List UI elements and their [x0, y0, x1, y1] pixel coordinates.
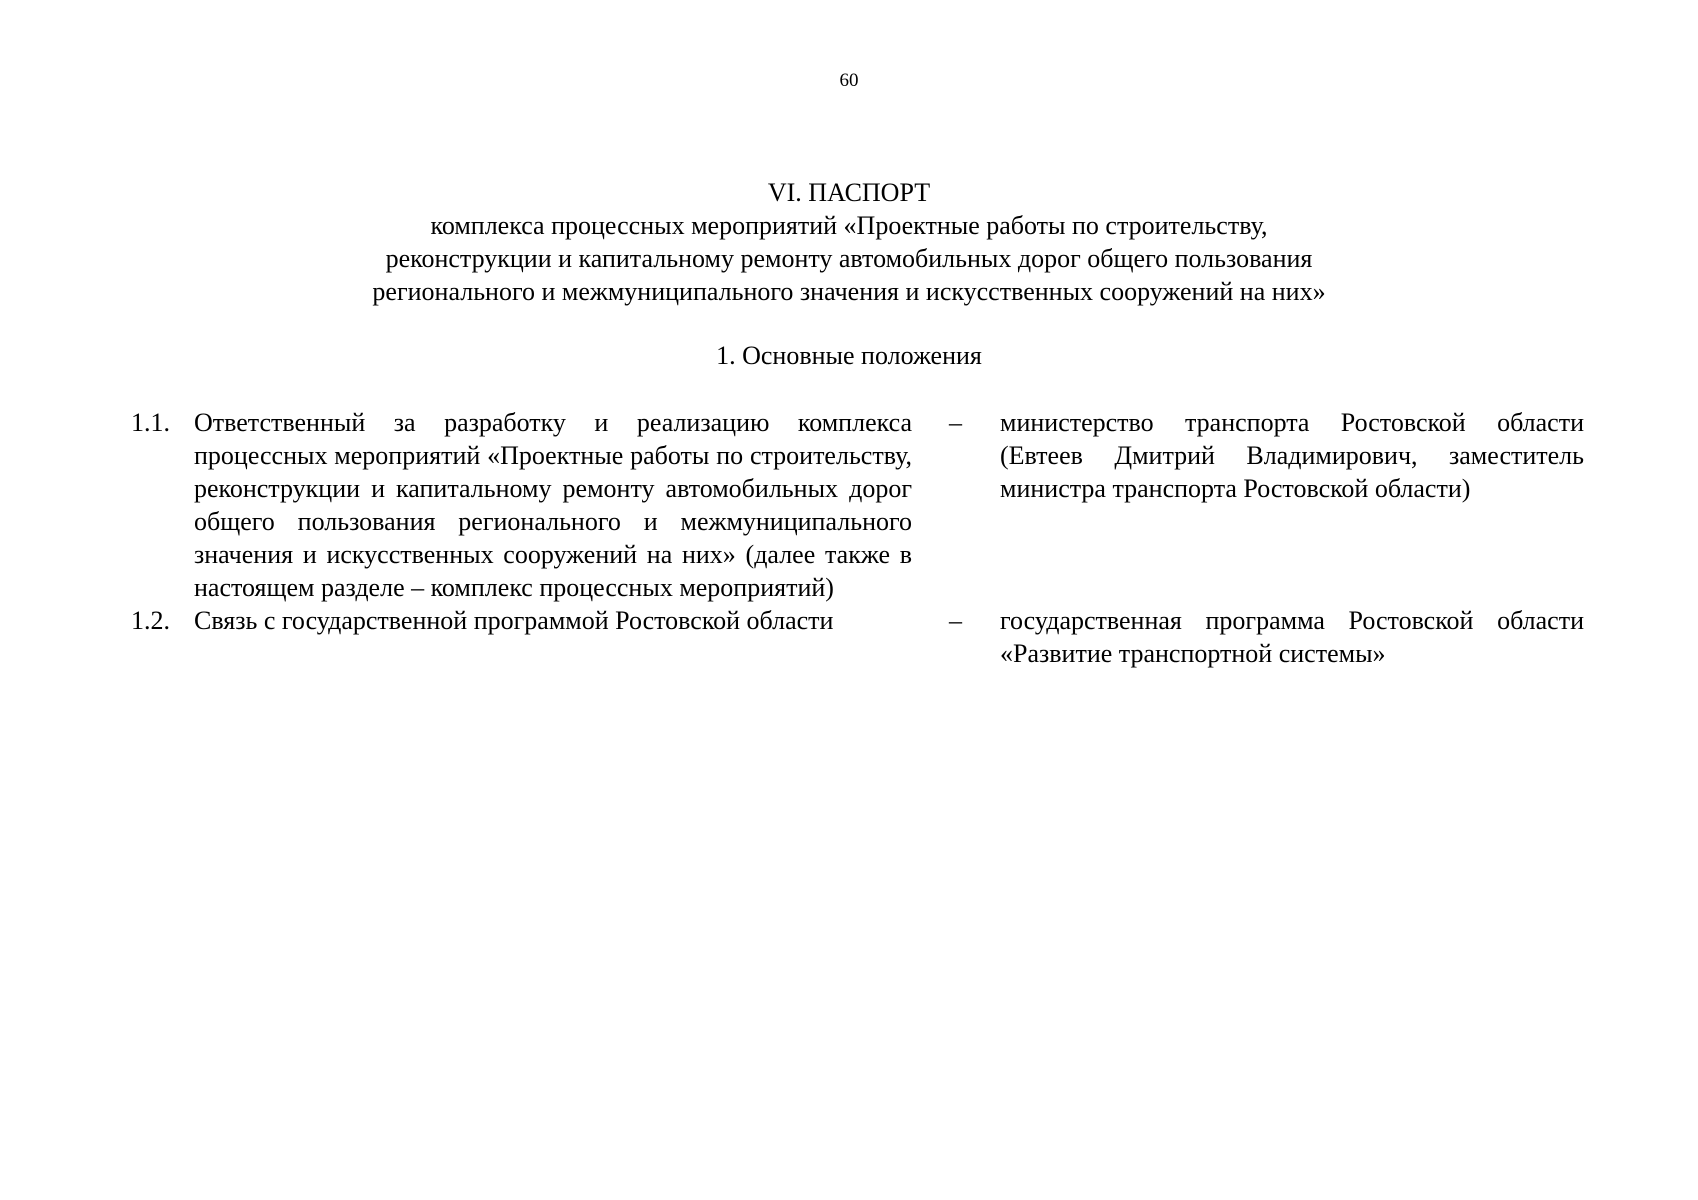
heading-title: VI. ПАСПОРТ: [767, 178, 931, 207]
item-dash: –: [949, 408, 962, 437]
list-item: [0, 604, 1698, 668]
section-title: 1. Основные положения: [716, 341, 982, 370]
passport-heading: [0, 176, 1698, 308]
page-number: 60: [839, 70, 859, 91]
provisions-list: [0, 406, 1698, 668]
item-number: 1.1.: [131, 408, 170, 437]
heading-line: регионального и межмуниципального значения и искусственных сооружений на них»: [372, 277, 1326, 306]
heading-line: реконструкции и капитальному ремонту автомобильных дорог общего пользования: [385, 244, 1313, 273]
item-label: Ответственный за разработку и реализацию комплекса процессных мероприятий «Проектные работы по строительству, реконструкции и капитальному ремонту автомобильных дорог общего пользования регионального и межмуниципального значения и искусственных сооружений на них» (далее также в настоящем разделе – комплекс процессных мероприятий): [194, 408, 912, 602]
heading-line: комплекса процессных мероприятий «Проектные работы по строительству,: [430, 211, 1268, 240]
item-number: 1.2.: [131, 606, 170, 635]
item-value: государственная программа Ростовской области «Развитие транспортной системы»: [1000, 606, 1584, 668]
item-value: министерство транспорта Ростовской области (Евтеев Дмитрий Владимирович, заместитель министра транспорта Ростовской области): [1000, 408, 1584, 503]
item-dash: –: [949, 606, 962, 635]
item-label: Связь с государственной программой Ростовской области: [194, 606, 834, 635]
list-item: [0, 406, 1698, 604]
